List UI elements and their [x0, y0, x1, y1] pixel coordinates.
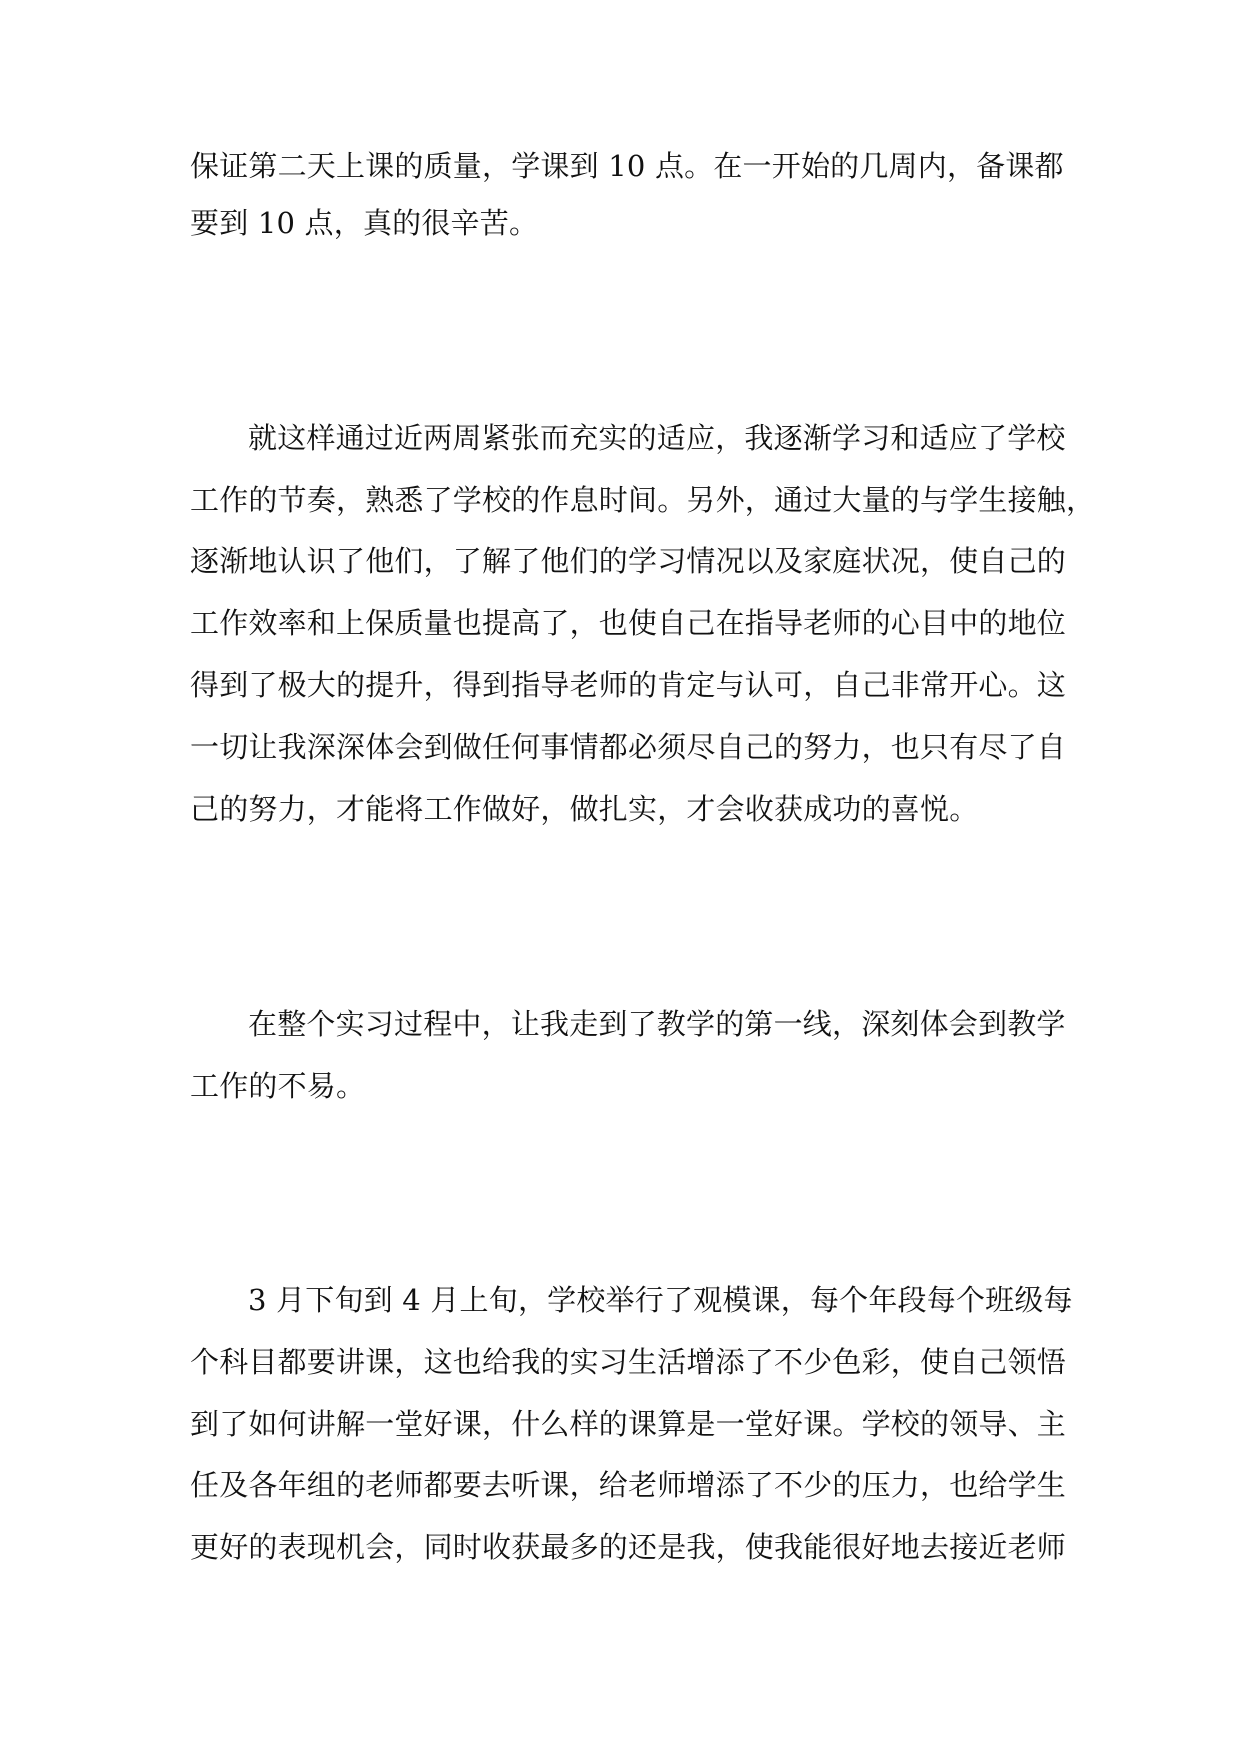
paragraph-line: 就这样通过近两周紧张而充实的适应，我逐渐学习和适应了学校 [248, 421, 1066, 455]
paragraph-line: 更好的表现机会，同时收获最多的还是我，使我能很好地去接近老师 [190, 1530, 1067, 1564]
paragraph-line: 逐渐地认识了他们，了解了他们的学习情况以及家庭状况，使自己的 [190, 544, 1067, 578]
paragraph-line: 得到了极大的提升，得到指导老师的肯定与认可，自己非常开心。这 [190, 668, 1067, 702]
paragraph-line: 到了如何讲解一堂好课，什么样的课算是一堂好课。学校的领导、主 [190, 1407, 1067, 1441]
paragraph-line: 3 月下旬到 4 月上旬，学校举行了观模课，每个年段每个班级每 [248, 1283, 1073, 1317]
paragraph-line: 一切让我深深体会到做任何事情都必须尽自己的努力，也只有尽了自 [190, 730, 1067, 764]
paragraph-line: 任及各年组的老师都要去听课，给老师增添了不少的压力，也给学生 [190, 1468, 1067, 1502]
paragraph-line: 在整个实习过程中，让我走到了教学的第一线，深刻体会到教学 [248, 1007, 1066, 1041]
paragraph-line: 要到 10 点，真的很辛苦。 [190, 206, 539, 240]
paragraph-line: 工作效率和上保质量也提高了，也使自己在指导老师的心目中的地位 [190, 606, 1067, 640]
paragraph-line: 己的努力，才能将工作做好，做扎实，才会收获成功的喜悦。 [190, 792, 979, 826]
paragraph-line: 个科目都要讲课，这也给我的实习生活增添了不少色彩，使自己领悟 [190, 1345, 1067, 1379]
paragraph-line: 工作的不易。 [190, 1069, 366, 1103]
paragraph-line: 保证第二天上课的质量，学课到 10 点。在一开始的几周内，备课都 [190, 149, 1064, 183]
paragraph-line: 工作的节奏，熟悉了学校的作息时间。另外，通过大量的与学生接触， [190, 483, 1096, 517]
